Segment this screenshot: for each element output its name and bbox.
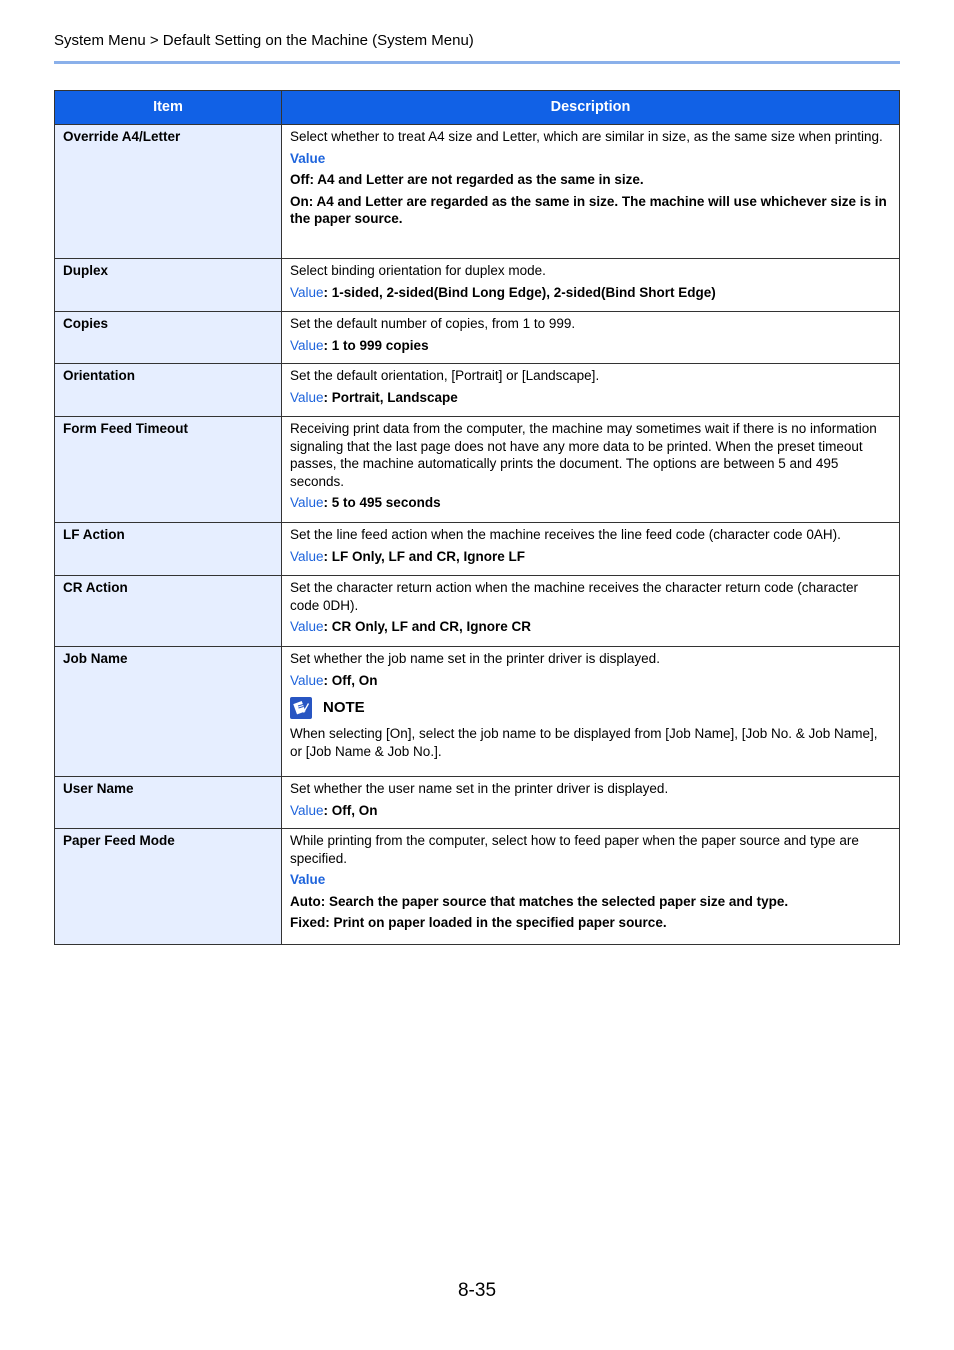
item-cell: CR Action <box>55 576 282 647</box>
table-row <box>55 312 900 364</box>
description-text: Set whether the job name set in the printer driver is displayed. <box>290 651 660 666</box>
description-cell <box>282 647 900 777</box>
description-cell <box>282 125 900 259</box>
table-row <box>55 829 900 945</box>
item-cell: Override A4/Letter <box>55 125 282 259</box>
description-text: Select binding orientation for duplex mode. <box>290 263 546 278</box>
description-text: Receiving print data from the computer, the machine may sometimes wait if there is no information signaling that the last page does not have any more data to be printed. When the preset timeout passes, the machine automatically prints the document. The options are between 5 and 495 seconds. <box>290 421 877 489</box>
description-cell <box>282 777 900 829</box>
value-label: Value <box>290 495 324 510</box>
description-cell <box>282 829 900 945</box>
note-text: When selecting [On], select the job name to be displayed from [Job Name], [Job No. & Job Name], or [Job Name & Job No.]. <box>290 726 878 759</box>
breadcrumb: System Menu > Default Setting on the Machine (System Menu) <box>54 32 474 49</box>
item-cell: Duplex <box>55 259 282 312</box>
value-label: Value <box>290 389 324 405</box>
table-header-row <box>55 91 900 125</box>
value-text: : CR Only, LF and CR, Ignore CR <box>323 619 532 634</box>
table-row <box>55 576 900 647</box>
table-row <box>55 364 900 417</box>
description-text: Set the default number of copies, from 1 to 999. <box>290 316 576 331</box>
item-cell: Orientation <box>55 364 282 417</box>
description-text: While printing from the computer, select how to feed paper when the paper source and type are specified. <box>290 833 859 866</box>
description-text: Set whether the user name set in the printer driver is displayed. <box>290 781 669 796</box>
note-icon <box>290 697 312 719</box>
description-text: Set the default orientation, [Portrait] or [Landscape]. <box>290 368 600 383</box>
item-cell: User Name <box>55 777 282 829</box>
value-text: : Off, On <box>323 802 378 818</box>
table-row <box>55 523 900 576</box>
description-text: Set the line feed action when the machine receives the line feed code (character code 0AH). <box>290 527 841 542</box>
table-row <box>55 125 900 259</box>
settings-table <box>54 90 900 945</box>
value-label: Value <box>290 619 324 634</box>
table-row <box>55 777 900 829</box>
note-header <box>290 697 891 719</box>
description-cell <box>282 312 900 364</box>
table-row <box>55 647 900 777</box>
column-header-description: Description <box>282 91 900 125</box>
description-cell <box>282 259 900 312</box>
item-cell: Copies <box>55 312 282 364</box>
value-label: Value <box>290 672 324 688</box>
value-option: Off: A4 and Letter are not regarded as the same in size. <box>290 172 644 187</box>
value-text: : LF Only, LF and CR, Ignore LF <box>323 548 526 564</box>
description-cell <box>282 364 900 417</box>
item-cell: Form Feed Timeout <box>55 417 282 523</box>
value-text: : 5 to 495 seconds <box>323 495 441 510</box>
value-label: Value <box>290 872 326 887</box>
value-option: Auto: Search the paper source that matches the selected paper size and type. <box>290 893 789 909</box>
description-cell <box>282 523 900 576</box>
value-text: : 1-sided, 2-sided(Bind Long Edge), 2-sided(Bind Short Edge) <box>323 284 716 300</box>
value-text: : Off, On <box>323 672 378 688</box>
value-label: Value <box>290 150 326 166</box>
description-cell <box>282 576 900 647</box>
value-label: Value <box>290 284 324 300</box>
value-text: : Portrait, Landscape <box>323 389 458 405</box>
table-row <box>55 259 900 312</box>
description-cell <box>282 417 900 523</box>
description-text: Select whether to treat A4 size and Letter, which are similar in size, as the same size when printing. <box>290 129 883 144</box>
value-label: Value <box>290 802 324 818</box>
value-option: On: A4 and Letter are regarded as the same in size. The machine will use whichever size is in the paper source. <box>290 193 887 226</box>
item-cell: LF Action <box>55 523 282 576</box>
page-number: 8-35 <box>457 1280 497 1301</box>
header-divider <box>54 61 900 64</box>
table-row <box>55 417 900 523</box>
item-cell: Paper Feed Mode <box>55 829 282 945</box>
column-header-item: Item <box>55 91 282 125</box>
value-label: Value <box>290 337 324 353</box>
note-title: NOTE <box>323 699 365 717</box>
item-cell: Job Name <box>55 647 282 777</box>
value-text: : 1 to 999 copies <box>323 337 429 353</box>
value-option: Fixed: Print on paper loaded in the specified paper source. <box>290 915 667 930</box>
description-text: Set the character return action when the machine receives the character return code (character code 0DH). <box>290 580 859 613</box>
value-label: Value <box>290 548 324 564</box>
